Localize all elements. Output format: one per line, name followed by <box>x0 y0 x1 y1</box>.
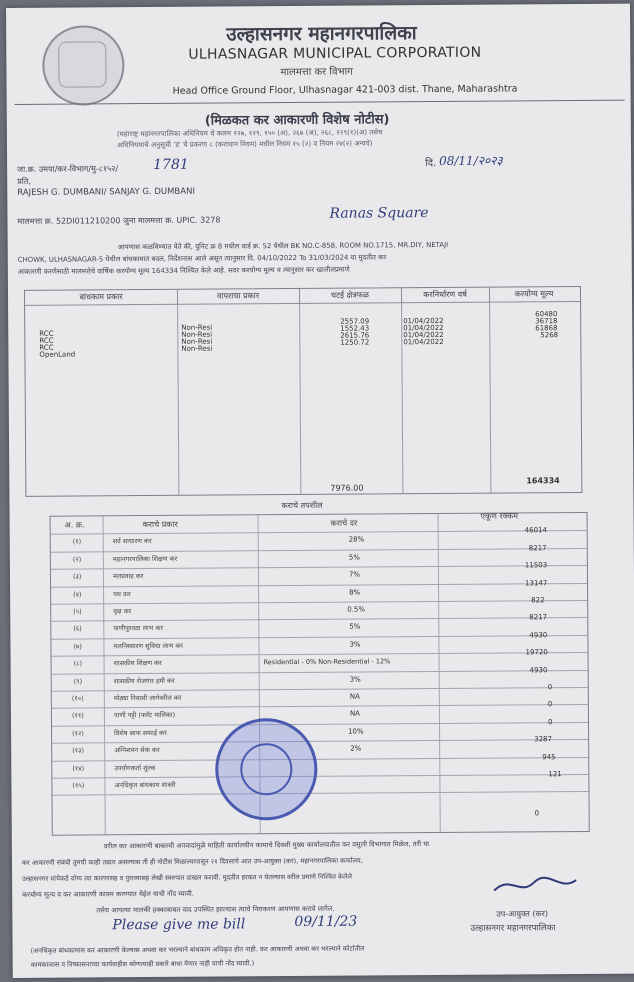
tax-name: मलनिस्सारण सुविधा लाभ कर <box>113 641 183 651</box>
handwritten-place: Ranas Square <box>329 205 429 222</box>
tax-amount: 0 <box>547 717 553 727</box>
notice-date: 08/11/२०२३ <box>439 153 503 168</box>
notice-paragraph-line-1: आपणास कळविण्यात येते की, युनिट क्र 8 मधील वार्ड क्र. 52 येथील BK NO.C-858, ROOM NO.1715, MR.DIY, NETAJI <box>117 240 449 252</box>
tax-details-table <box>50 512 590 836</box>
tax-rate: 10% <box>348 727 364 736</box>
row-number: (८) <box>73 659 83 668</box>
value-cell: 5268 <box>540 331 559 340</box>
tax-rate: 7% <box>348 570 361 579</box>
officer-signature-icon <box>490 870 580 901</box>
row-number: (५) <box>73 607 82 616</box>
column-header: वापराचा प्रकार <box>177 289 300 304</box>
tax-name: विशेष साफ सफाई कर <box>114 728 167 738</box>
row-number: (१३) <box>72 746 85 755</box>
construction-cell: RCC <box>39 343 54 352</box>
handwritten-note: Please give me bill <box>112 916 246 934</box>
tax-rate: 0.5% <box>347 605 366 614</box>
column-header: बांधकाम प्रकार <box>25 290 178 305</box>
tax-amount: 8217 <box>528 544 547 553</box>
tax-name: वृक्ष कर <box>113 607 132 616</box>
value-cell: 61868 <box>535 324 558 333</box>
recipient-name: RAJESH G. DUMBANI/ SANJAY G. DUMBANI <box>17 186 195 198</box>
year-cell: 01/04/2022 <box>403 330 444 340</box>
row-number: (१४) <box>72 764 85 773</box>
tax-name: मोठ्या निवासी जागेवरील कर <box>113 693 182 703</box>
footer-line-3: उल्हासनगर यांचेकडे योग्य त्या कारणासह व पुराव्यासह लेखी स्वरुपात दाखल करावी. मुदतीत हरकत न घेतल्यास वरील प्रमाणे निश्चित केलेले <box>22 872 352 883</box>
area-cell: 1552.43 <box>340 324 370 333</box>
column-header: कराचे प्रकार <box>142 519 178 530</box>
area-cell: 2615.76 <box>340 331 370 340</box>
notice-paper <box>6 4 634 978</box>
tax-amount: 0 <box>547 700 553 709</box>
usage-cell: Non-Resi <box>181 337 213 346</box>
date-label: दि. <box>425 158 437 170</box>
table-column <box>177 289 301 495</box>
tax-name: पथ कर <box>113 589 131 598</box>
tax-name: पाणीपुरवठा लाभ कर <box>113 624 164 633</box>
tax-amount: 0 <box>547 683 553 692</box>
row-number: (१०) <box>71 694 84 703</box>
tax-rate: 3% <box>349 640 361 649</box>
tax-amount: 822 <box>531 596 545 605</box>
office-address: Head Office Ground Floor, Ulhasnagar 421-003 dist. Thane, Maharashtra <box>172 83 518 97</box>
total-area: 7976.00 <box>330 483 364 493</box>
construction-cell: RCC <box>39 336 54 345</box>
usage-cell: Non-Resi <box>181 323 213 332</box>
disclaimer-line-2: कामकाजास व निष्कासनाच्या कार्यवाहीस कोणत्याही प्रकारे बाधा येणार नाही याची नोंद घ्यावी.) <box>30 959 255 969</box>
column-header: चटई क्षेत्रफळ <box>299 288 402 303</box>
column-header: अ. क्र. <box>64 520 85 530</box>
row-number: (११) <box>71 711 84 720</box>
table-row <box>52 770 588 796</box>
tax-name: महानगरपालिका शिक्षण कर <box>112 554 178 564</box>
notice-paragraph-line-3: आकारणी करणेसाठी मालमत्तेचे वार्षिक करयोग्य मूल्य 164334 निश्चित केले आहे. सदर करयोग्य मूल्य व त्यानुसार कर खालीलप्रमाणे <box>17 265 350 276</box>
tax-rate: 3% <box>349 675 361 684</box>
tax-amount: 13147 <box>524 578 548 587</box>
department-name: मालमत्ता कर विभाग <box>280 66 353 79</box>
tax-amount: 4930 <box>529 665 548 674</box>
reference-label: जा.क्र. उमपा/कर-विभाग/मु-८१५२/ <box>17 164 119 174</box>
column-header: एकूण रक्कम <box>480 511 519 521</box>
table-column <box>25 290 179 496</box>
footer-line-4: करयोग्य मूल्य व कर आकारणी कायम करण्यात येईल याची नोंद घ्यावी. <box>22 889 194 899</box>
notice-legal-line-2: अधिनियमाचे अनुसूची 'ड' चे प्रकरण ८ (कराधान नियम) मधील नियम १५ (२) व नियम २४(२) अन्वये) <box>116 139 373 150</box>
column-header: कराचे दर <box>330 518 358 528</box>
to-label: प्रति, <box>17 176 31 186</box>
tax-name: अग्निशमन सेवा कर <box>114 746 160 755</box>
area-cell: 2557.09 <box>340 317 370 326</box>
notice-paragraph-line-2: CHOWK, ULHASNAGAR-5 येथील बांधकामात बदल, निर्देशनास आले असून त्यानुसार दि. 04/10/2022 To 31/03/2024 या मुदतीत कर <box>17 253 387 264</box>
row-number: (१२) <box>72 729 84 738</box>
tax-rate: Residential - 0% Non-Residential - 12% <box>263 657 391 667</box>
tax-details-title: कराचे तपशील <box>281 500 323 511</box>
tax-name: शासकीय रोजगार हमी कर <box>113 676 175 685</box>
officer-title: उप-आयुक्त (कर) <box>496 909 549 919</box>
row-number: (१५) <box>72 781 85 790</box>
property-valuation-table <box>24 286 582 497</box>
tax-amount: 8217 <box>529 613 548 622</box>
org-title-marathi: उल्हासनगर महानगरपालिका <box>226 22 417 46</box>
tax-rate: 2% <box>350 744 362 753</box>
tax-name: सर्व साधारण कर <box>112 537 152 546</box>
municipal-emblem-icon <box>42 25 125 106</box>
tax-rate: 5% <box>349 622 361 632</box>
year-cell: 01/04/2022 <box>403 337 444 347</box>
tax-name: अनधिकृत बांधकाम शास्ती <box>114 780 176 790</box>
official-seal-stamp-icon <box>215 718 318 821</box>
org-title-english: ULHASNAGAR MUNICIPAL CORPORATION <box>188 44 482 63</box>
tax-amount: 4930 <box>529 631 548 640</box>
header-divider <box>15 100 625 105</box>
row-number: (३) <box>72 572 82 581</box>
value-cell: 36718 <box>535 317 558 326</box>
construction-cell: RCC <box>39 329 54 338</box>
tax-rate: NA <box>349 709 360 719</box>
tax-amount: 11503 <box>524 561 548 570</box>
property-number-line: मालमत्ता क्र. 52DI011210200 जुना मालमत्ता क्र. UPIC. 3278 <box>17 215 221 226</box>
handwritten-signature-date: 09/11/23 <box>294 913 358 931</box>
tax-amount: 3287 <box>534 735 552 744</box>
notice-legal-line-1: (महाराष्ट्र महानगरपालिका अधिनियम चे कलम १२७, १२९, १५० (अ), २६७ (अ), २६८, १२९(१)(अ) तसेच <box>116 128 383 139</box>
value-cell: 60480 <box>535 310 558 319</box>
usage-cell: Non-Resi <box>181 344 213 353</box>
usage-cell: Non-Resi <box>181 330 213 339</box>
row-number: (२) <box>72 555 82 564</box>
year-cell: 01/04/2022 <box>403 316 444 326</box>
column-header: करनिर्धारण वर्ष <box>401 288 490 303</box>
tax-amount: 121 <box>548 770 562 779</box>
tax-name: पाणी पट्टी (फ्लॅट मालिका) <box>113 711 176 720</box>
tax-name: उपयोगकर्ता शुल्क <box>114 763 156 772</box>
tax-amount-extra: 0 <box>534 809 540 818</box>
tax-amount: 19720 <box>525 648 548 657</box>
reference-number: 1781 <box>153 156 189 173</box>
tax-rate: 28% <box>348 535 365 545</box>
disclaimer-line-1: (अनधिकृत बांधकामास कर आकारणी केल्यास अथवा कर भरल्याने बांधकाम अधिकृत होत नाही. कर आकारणी अथवा कर भरल्याने कोर्टातील <box>30 944 365 955</box>
tax-name: मलप्रवाह कर <box>112 572 144 581</box>
tax-rate: 5% <box>348 553 360 562</box>
officer-organization: उल्हासनगर महानगरपालिका <box>470 923 556 934</box>
notice-title: (मिळकत कर आकारणी विशेष नोटीस) <box>204 112 390 129</box>
footer-line-2: कर आकारणी संबंधी तुमची काही तक्रार असल्यास ती ही नोटीस मिळाल्यापासून २१ दिवसाचे आत उप-आयुक्त (कर), महानगरपालिका कार्यालय, <box>21 856 363 867</box>
area-cell: 1250.72 <box>340 338 370 347</box>
column-header: करयोग्य मूल्य <box>514 289 554 299</box>
footer-line-5: तसेच आपल्या मालकी हक्काबाबत वाद उपस्थित झाल्यास त्याचे निराकरण आपणास करावे लागेल. <box>96 904 335 915</box>
row-number: (४) <box>73 590 82 599</box>
row-number: (६) <box>73 624 82 633</box>
tax-amount: 945 <box>542 752 556 761</box>
total-taxable-value: 164334 <box>526 476 560 486</box>
row-number: (१) <box>72 537 82 546</box>
construction-cell: OpenLand <box>39 350 76 359</box>
tax-rate: 8% <box>349 588 361 597</box>
footer-line-1: वरील कर आकारणी बाबतची अपवादांमुळे माहिती कार्यालयीन कामाचे दिवशी मुख्य कार्यालयातील कर वसुली विभागात मिळेल, तरी या <box>103 840 430 851</box>
tax-rate: NA <box>349 692 360 701</box>
row-number: (७) <box>73 642 82 651</box>
year-cell: 01/04/2022 <box>403 323 444 333</box>
row-number: (९) <box>73 677 83 686</box>
tax-name: शासकीय शिक्षण कर <box>113 659 162 668</box>
tax-amount: 46014 <box>524 526 547 535</box>
